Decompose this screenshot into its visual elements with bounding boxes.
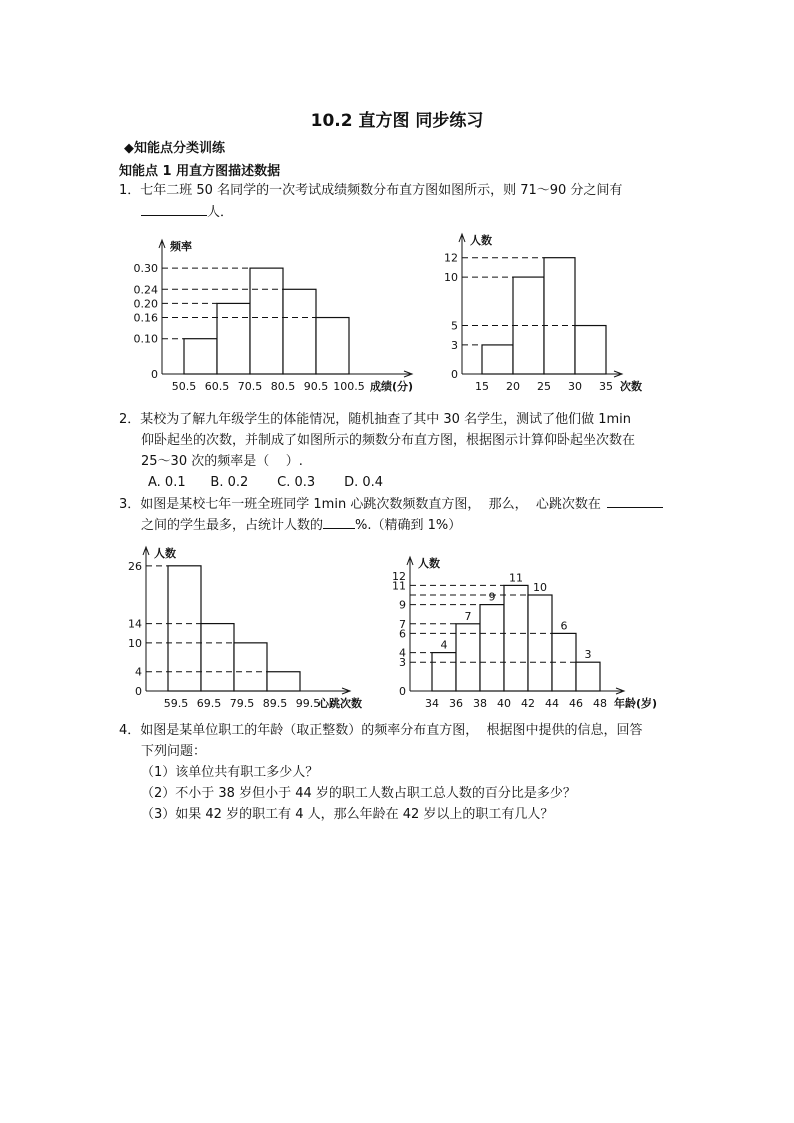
y-tick-label: 0.10 <box>133 332 158 346</box>
y-tick-label: 7 <box>399 617 406 631</box>
q2-line2: 仰卧起坐的次数，并制成了如图所示的频数分布直方图，根据图示计算仰卧起坐次数在 <box>141 433 636 448</box>
q1-suffix: 人． <box>207 205 234 220</box>
histogram-bar <box>250 268 283 374</box>
q1-text: 1．七年二班 50 名同学的一次考试成绩频数分布直方图如图所示，则 71～90 分之间有 <box>119 183 623 198</box>
histogram-bar <box>482 345 513 374</box>
y-axis-label: 人数 <box>470 234 492 247</box>
y-tick-label: 26 <box>128 559 142 573</box>
q3-text-2b: %.（精确到 1%） <box>355 518 462 533</box>
x-tick-label: 42 <box>521 697 535 710</box>
histogram-bar <box>234 643 267 691</box>
histogram-bar <box>575 326 606 374</box>
data-label: 3 <box>584 648 592 662</box>
histogram-bar <box>184 339 217 374</box>
y-tick-label: 9 <box>399 598 406 612</box>
q2-line1: 2．某校为了解九年级学生的体能情况，随机抽查了其中 30 名学生，测试了他们做 1min <box>119 412 631 427</box>
q4-sub1: （1）该单位共有职工多少人？ <box>141 765 319 780</box>
histogram-bar <box>456 624 480 691</box>
x-tick-label: 79.5 <box>229 697 255 710</box>
x-tick-label: 40 <box>497 697 511 710</box>
x-tick-label: 48 <box>593 697 607 710</box>
y-tick-label: 4 <box>135 665 142 679</box>
q4-sub2: （2）不小于 38 岁但小于 44 岁的职工人数占职工总人数的百分比是多少？ <box>141 786 576 801</box>
data-label: 6 <box>560 619 568 633</box>
chart-2 <box>420 228 670 396</box>
y-tick-label: 14 <box>128 617 142 631</box>
histogram-bar <box>528 595 552 691</box>
y-tick-label: 0 <box>451 368 458 381</box>
data-label: 10 <box>533 581 547 594</box>
x-tick-label: 90.5 <box>303 380 329 393</box>
y-tick-label: 4 <box>399 646 406 660</box>
histogram-bar <box>504 585 528 691</box>
x-tick-label: 38 <box>473 697 487 710</box>
x-axis-label: 年龄(岁) <box>614 697 658 710</box>
x-tick-label: 35 <box>599 380 613 393</box>
histogram-bar <box>267 672 300 691</box>
q2-options: A. 0.1 B. 0.2 C. 0.3 D. 0.4 <box>148 475 384 490</box>
q3-percent-blank[interactable] <box>323 514 355 529</box>
x-tick-label: 25 <box>537 380 551 393</box>
q3-line2 <box>141 514 461 536</box>
y-tick-label: 0.24 <box>133 283 158 297</box>
x-tick-label: 20 <box>506 380 520 393</box>
x-tick-label: 50.5 <box>171 380 197 393</box>
data-label: 11 <box>509 571 523 585</box>
q4-sub3: （3）如果 42 岁的职工有 4 人，那么年龄在 42 岁以上的职工有几人？ <box>141 807 554 822</box>
x-tick-label: 69.5 <box>196 697 222 710</box>
y-tick-label: 0.30 <box>133 262 158 276</box>
x-tick-label: 46 <box>569 697 583 710</box>
y-tick-label: 0 <box>399 685 406 698</box>
x-tick-label: 99.5 <box>295 697 321 710</box>
x-tick-label: 60.5 <box>204 380 230 393</box>
histogram-bar <box>283 289 316 374</box>
y-axis-label: 频率 <box>170 240 192 253</box>
q4-line1: 4．如图是某单位职工的年龄（取正整数）的频率分布直方图， 根据图中提供的信息，回答 <box>119 723 643 738</box>
x-tick-label: 15 <box>475 380 489 393</box>
histogram-bar <box>316 318 349 374</box>
y-tick-label: 10 <box>444 271 458 285</box>
y-tick-label: 0.16 <box>133 311 158 325</box>
q3-text: 3．如图是某校七年一班全班同学 1min 心跳次数频数直方图， 那么， 心跳次数在 <box>119 497 601 512</box>
data-label: 4 <box>440 638 448 652</box>
histogram-bar <box>217 303 250 374</box>
y-axis-label: 人数 <box>418 557 440 570</box>
q1-line2 <box>141 201 233 223</box>
q2-line3: 25～30 次的频率是（ ）. <box>141 454 303 469</box>
histogram-bar <box>201 624 234 691</box>
x-tick-label: 44 <box>545 697 559 710</box>
y-tick-label: 5 <box>451 319 458 333</box>
y-tick-label: 10 <box>128 636 142 650</box>
histogram-bar <box>432 653 456 691</box>
knowledge-point-heading: 知能点 1 用直方图描述数据 <box>119 164 281 179</box>
chart-4 <box>390 540 690 715</box>
y-tick-label: 3 <box>451 338 458 352</box>
histogram-bar <box>544 258 575 374</box>
q1-answer-blank[interactable] <box>141 201 207 216</box>
y-tick-label: 12 <box>444 251 458 265</box>
y-tick-label: 6 <box>399 627 406 641</box>
section-heading: ◆知能点分类训练 <box>124 141 225 156</box>
x-tick-label: 89.5 <box>262 697 288 710</box>
x-tick-label: 80.5 <box>270 380 296 393</box>
x-tick-label: 100.5 <box>333 380 365 393</box>
q3-line1 <box>119 493 663 515</box>
q3-text-2a: 之间的学生最多，占统计人数的 <box>141 518 324 533</box>
x-axis-label: 成绩(分) <box>370 380 414 393</box>
histogram-bar <box>576 662 600 691</box>
x-axis-label: 心跳次数 <box>318 697 362 710</box>
x-tick-label: 70.5 <box>237 380 263 393</box>
data-label: 7 <box>464 609 472 623</box>
chart-1 <box>120 228 420 396</box>
q4-line2: 下列问题： <box>141 744 207 759</box>
x-tick-label: 59.5 <box>163 697 189 710</box>
chart-3 <box>118 540 398 715</box>
y-axis-label: 人数 <box>154 547 176 560</box>
y-tick-label: 0 <box>135 685 142 698</box>
y-tick-label: 0.20 <box>133 297 158 311</box>
x-tick-label: 36 <box>449 697 463 710</box>
page-title: 10.2 直方图 同步练习 <box>310 111 484 131</box>
histogram-bar <box>480 605 504 691</box>
y-tick-label: 0 <box>151 368 158 381</box>
y-tick-label: 12 <box>392 569 406 583</box>
x-axis-label: 次数 <box>620 380 642 393</box>
q3-range-blank[interactable] <box>607 493 663 508</box>
data-label: 9 <box>488 590 496 604</box>
y-tick-label: 11 <box>392 579 406 593</box>
x-tick-label: 34 <box>425 697 439 710</box>
y-tick-label: 3 <box>399 656 406 670</box>
x-tick-label: 30 <box>568 380 582 393</box>
